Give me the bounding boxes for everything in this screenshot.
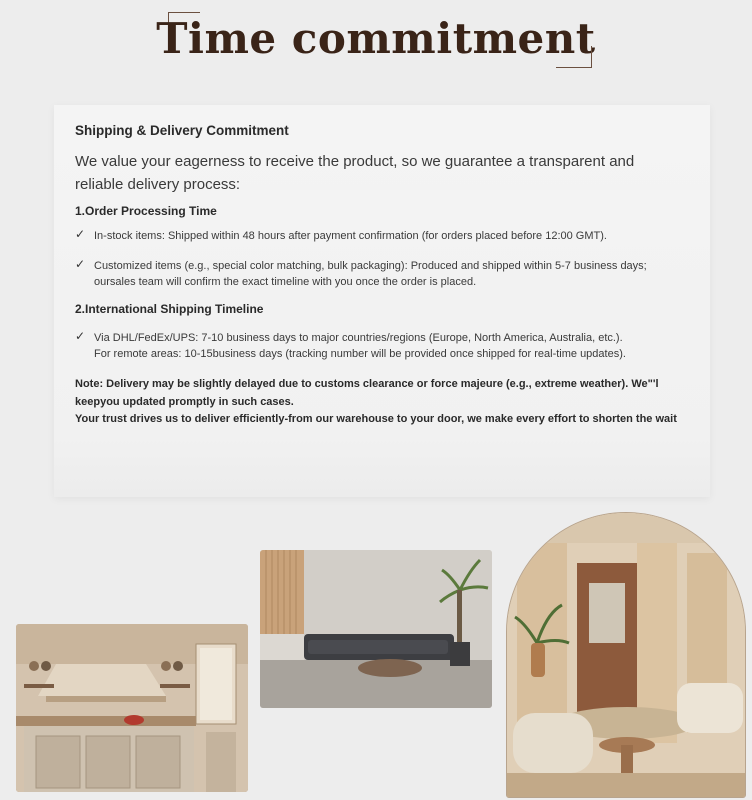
list-item bbox=[75, 330, 690, 362]
shipping-commitment-card bbox=[54, 105, 710, 497]
living-room-photo bbox=[260, 550, 492, 708]
card-heading: Shipping & Delivery Commitment bbox=[75, 123, 289, 138]
page-title: Time commitment bbox=[156, 14, 596, 63]
list-item bbox=[75, 258, 690, 290]
list-item-text: Customized items (e.g., special color matching, bulk packaging): Produced and shipped within 5-7 business days; oursales team will confirm the exact timeline with you once the order is placed. bbox=[94, 260, 647, 288]
section-title-international-shipping: 2.International Shipping Timeline bbox=[75, 302, 264, 316]
kitchen-photo bbox=[16, 624, 248, 792]
note-trust-text: Your trust drives us to deliver efficiently-from our warehouse to your door, we make every effort to shorten the wait bbox=[75, 413, 677, 425]
card-intro: We value your eagerness to receive the product, so we guarantee a transparent and reliable delivery process: bbox=[75, 153, 635, 193]
list-item-text: Via DHL/FedEx/UPS: 7-10 business days to major countries/regions (Europe, North America, Australia, etc.). bbox=[94, 332, 623, 344]
arched-interior-photo bbox=[506, 512, 746, 798]
kitchen-illustration bbox=[16, 624, 248, 792]
delivery-note bbox=[75, 376, 690, 429]
check-icon: ✓ bbox=[75, 257, 86, 271]
list-item-text: For remote areas: 10-15business days (tracking number will be provided once shipped for real-time updates). bbox=[94, 348, 626, 360]
section-title-order-processing: 1.Order Processing Time bbox=[75, 204, 217, 218]
title-section bbox=[0, 0, 752, 80]
check-icon: ✓ bbox=[75, 227, 86, 241]
living-room-illustration bbox=[260, 550, 492, 708]
arched-interior-illustration bbox=[507, 513, 746, 798]
title-bracket-bottom-right bbox=[556, 46, 592, 68]
check-icon: ✓ bbox=[75, 329, 86, 343]
list-item bbox=[75, 228, 690, 244]
note-delay-text: Note: Delivery may be slightly delayed due to customs clearance or force majeure (e.g., extreme weather). We"'l keepyou updated promptly in such cases. bbox=[75, 378, 659, 408]
list-item-text: In-stock items: Shipped within 48 hours after payment confirmation (for orders placed before 12:00 GMT). bbox=[94, 230, 607, 242]
